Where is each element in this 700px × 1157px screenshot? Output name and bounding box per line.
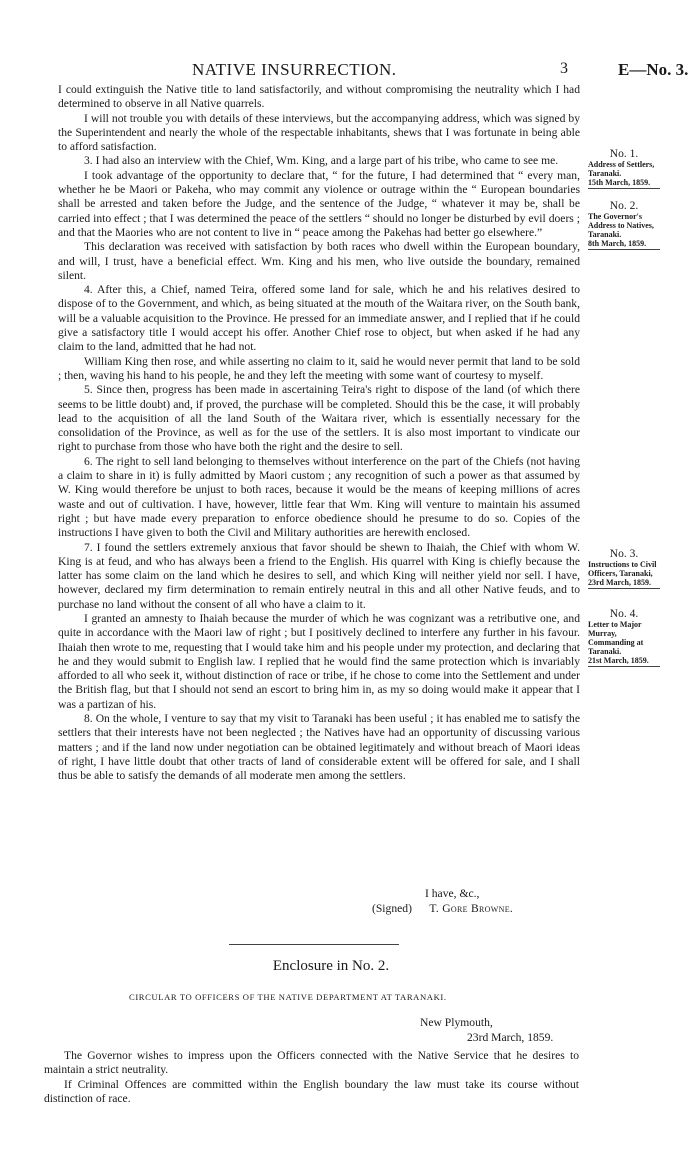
paragraph: William King then rose, and while asserting no claim to it, said he would never permit that land to be sold ; then, waving his hand to his people, he and they left the meeting with some want of courtesy to myself.: [58, 354, 580, 382]
margin-note-text: Address of Settlers, Taranaki.: [588, 160, 655, 178]
paragraph: 3. I had also an interview with the Chief, Wm. King, and a large part of his tribe, who came to see me.: [84, 154, 559, 168]
paragraph: 5. Since then, progress has been made in ascertaining Teira's right to dispose of the land (of which there seems to be little doubt) and, if proved, the purchase will be completed. Should this be the case, it will probably lead to the acquisition of all the land South of the Waitara river, which is essentially necessary for the consolidation of the Province, as well as for the use of the settlers. It is also most important to vindicate our right to purchase from those who have both the right and the desire to sell.: [58, 383, 580, 454]
paragraph: 4. After this, a Chief, named Teira, offered some land for sale, which he and his relatives desired to dispose of to the Government, and which, as being situated at the mouth of the Waitara river, on the South bank, will be a valuable acquisition to the Province. He pressed for an immediate answer, and I replied that if he could give a satisfactory title I would accept his offer. Another Chief rose to object, but when asked if he had any claim to the land, admitted that he had not.: [58, 283, 580, 354]
margin-note-number: No. 4.: [609, 608, 639, 620]
page-header: [0, 60, 700, 80]
margin-note-number: No. 1.: [609, 148, 639, 160]
paragraph: If Criminal Offences are committed within the English boundary the law must take its course without distinction of race.: [44, 1077, 579, 1105]
paragraph: I granted an amnesty to Ihaiah because the murder of which he was cognizant was a retributive one, and quite in accordance with the Maori law of right ; but I positively declined to interfere any further in his favour. Ihaiah then wrote to me, requesting that I would take him and his people under my protection, and declaring that he and they would submit to English law. I replied that he would find the same protection which is invariably afforded to all who seek it, without distinction of race or tribe, if he chose to come into the Settlement and under the British flag, but that I should not send an escort to bring him in, as my so doing would make it appear that I was a partizan of his.: [58, 611, 580, 711]
signed-label: (Signed): [372, 902, 412, 915]
margin-note: [588, 550, 660, 589]
margin-note-date: 23rd March, 1859.: [588, 578, 660, 589]
margin-note-text: The Governor's Address to Natives, Taranaki.: [588, 212, 654, 239]
page-number: 3: [560, 60, 568, 77]
enclosure-date: 23rd March, 1859.: [467, 1031, 554, 1044]
document-code: E—No. 3.: [618, 60, 689, 79]
paragraph: 7. I found the settlers extremely anxious that favor should be shewn to Ihaiah, the Chief with whom W. King is at feud, and who has always been a friend to the English. His quarrel with King is chiefly because the latter has some claim on the land which he desires to sell, and which King will neither yield nor sell. I have, however, declared my firm determination to remain entirely neutral in this and all other Native feuds, and to purchase no land without the consent of all who have a claim to it.: [58, 540, 580, 611]
paragraph: 6. The right to sell land belonging to themselves without interference on the part of the Chiefs (not having a claim to share in it) is fully admitted by Maori custom ; any recognition of such a power as that assumed by W. King would therefore be unjust to both races, because it would be the means of keeping millions of acres waste and out of cultivation. I have, however, little fear that Wm. King will venture to maintain his assumed right ; but have made every preparation to enforce obedience should he presume to do so. Copies of the instructions I have given to both the Civil and Military authorities are herewith enclosed.: [58, 454, 580, 540]
margin-note-number: No. 3.: [609, 548, 639, 560]
enclosure-heading: [0, 958, 700, 975]
running-title: NATIVE INSURRECTION.: [192, 60, 397, 79]
quoted-declaration: I took advantage of the opportunity to declare that, “ for the future, I had determined that “ every man, whether he be Maori or Pakeha, who may commit any violence or outrage within the “ European boundaries shall be arrested and taken before the Judge, and the sentence of the Judge, “ whatever it may be, shall be carried into effect ; that I was determined the peace of the settlers “ should no longer be disturbed by evil doers ; and that the Maories who are not content to live in “ peace among the Pakehas had better go elsewhere.”: [58, 168, 580, 239]
margin-note-date: 8th March, 1859.: [588, 239, 660, 250]
paragraph: I will not trouble you with details of these interviews, but the accompanying address, which was signed by the Superintendent and nearly the whole of the respectable inhabitants, shews that I was fortunate in being able to afford satisfaction.: [58, 111, 580, 154]
margin-note: [588, 202, 660, 250]
margin-note-date: 15th March, 1859.: [588, 178, 660, 189]
signatory-name: T. Gore Browne.: [429, 902, 514, 915]
margin-note: [588, 150, 660, 189]
letter-body: [58, 83, 580, 784]
margin-note-text: Letter to Major Murray, Commanding at Taranaki.: [588, 620, 644, 656]
enclosure-place: New Plymouth,: [420, 1016, 493, 1029]
paragraph: This declaration was received with satisfaction by both races who dwell within the European boundary, and will, I trust, have a beneficial effect. Wm. King and his men, who live outside the boundary, remained silent.: [58, 240, 580, 282]
margin-note-text: Instructions to Civil Officers, Taranaki,: [588, 560, 657, 578]
margin-note-number: No. 2.: [609, 200, 639, 212]
paragraph: 8. On the whole, I venture to say that my visit to Taranaki has been useful ; it has enabled me to satisfy the settlers that their interests have not been neglected ; the Natives have had an opportunity of discussing various matters ; and if the land now under negotiation can be obtained legitimately and without breach of Maori ideas of right, I have little doubt that other tracts of land of considerable extent will be offered for sale, and I shall thus be able to satisfy the demands of all moderate men among the settlers.: [58, 712, 580, 783]
enclosure-title: Enclosure in No. 2.: [272, 958, 390, 974]
closing-line: I have, &c.,: [425, 887, 480, 900]
section-divider: [229, 944, 399, 945]
enclosure-body: [44, 1049, 579, 1106]
margin-note: [588, 610, 660, 667]
circular-heading: CIRCULAR TO OFFICERS OF THE NATIVE DEPARTMENT AT TARANAKI.: [129, 992, 447, 1002]
signed-line: [372, 902, 513, 915]
paragraph: The Governor wishes to impress upon the Officers connected with the Native Service that he desires to maintain a strict neutrality.: [44, 1049, 579, 1077]
margin-note-date: 21st March, 1859.: [588, 656, 660, 667]
paragraph: I could extinguish the Native title to land satisfactorily, and without compromising the neutrality which I had determined to observe in all Native quarrels.: [58, 83, 580, 111]
